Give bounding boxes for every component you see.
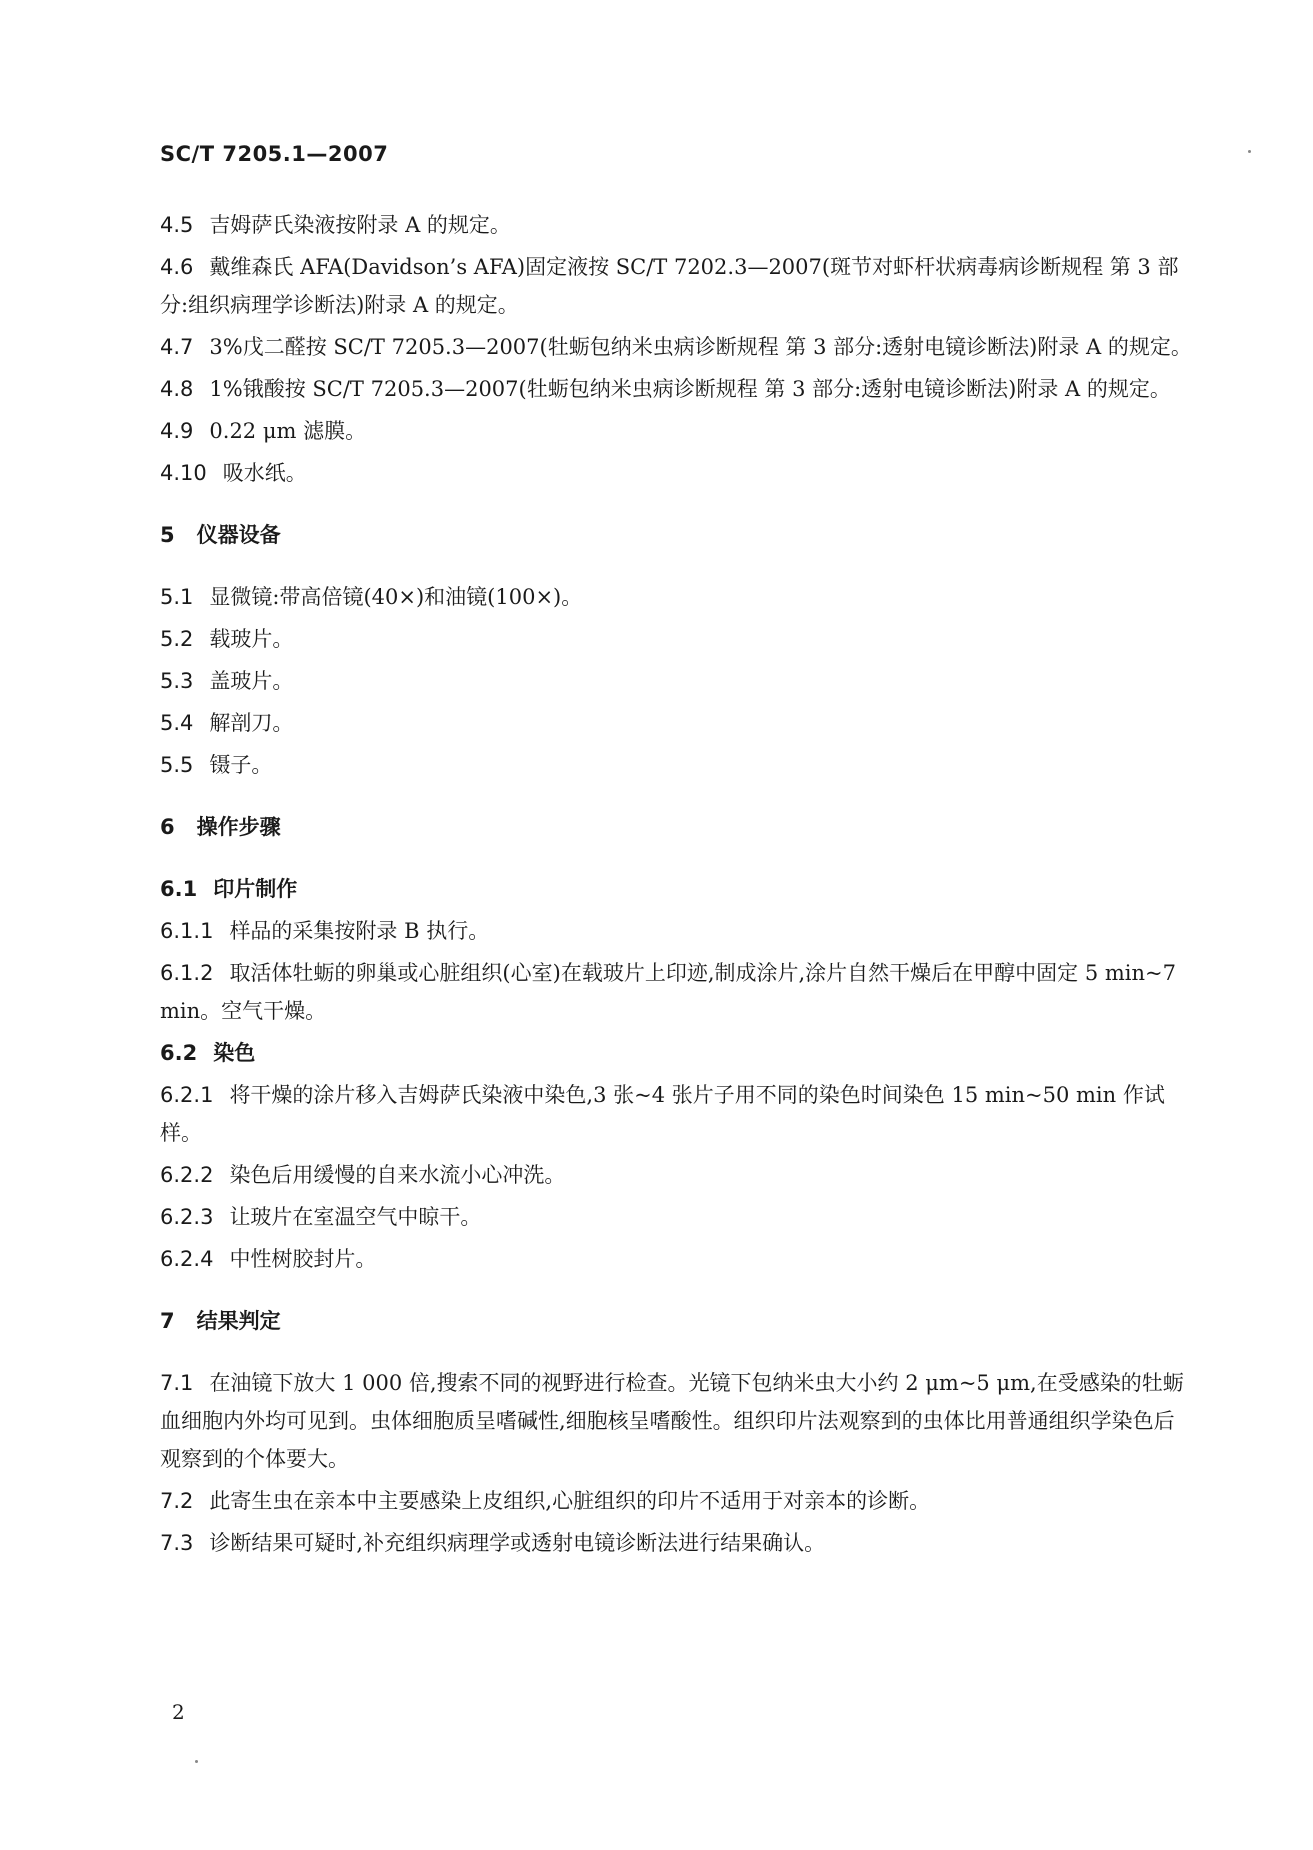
document-body: [160, 206, 1192, 1566]
clause-4-10: 4.10 吸水纸。: [160, 461, 307, 485]
clause-6-1-1: 6.1.1 样品的采集按附录 B 执行。: [160, 919, 490, 943]
section-6-title: 6 操作步骤: [160, 815, 281, 839]
clause-6-2-2: 6.2.2 染色后用缓慢的自来水流小心冲洗。: [160, 1163, 566, 1187]
subsection-6-2-title: 6.2 染色: [160, 1040, 256, 1065]
clause-5-1: 5.1 显微镜:带高倍镜(40×)和油镜(100×)。: [160, 585, 583, 609]
clause-5-5: 5.5 镊子。: [160, 753, 273, 777]
clause-6-2-3: 6.2.3 让玻片在室温空气中晾干。: [160, 1205, 482, 1229]
section-5-title: 5 仪器设备: [160, 523, 281, 547]
subsection-6-1-title: 6.1 印片制作: [160, 876, 298, 901]
section-7-title: 7 结果判定: [160, 1309, 281, 1333]
clause-6-2-4: 6.2.4 中性树胶封片。: [160, 1247, 377, 1271]
clause-4-6: 4.6 戴维森氏 AFA(Davidson’s AFA)固定液按 SC/T 7202.3—2007(斑节对虾杆状病毒病诊断规程 第 3 部分:组织病理学诊断法)附录 A 的规定。: [160, 255, 1179, 317]
clause-7-1: 7.1 在油镜下放大 1 000 倍,搜索不同的视野进行检查。光镜下包纳米虫大小约 2 μm~5 μm,在受感染的牡蛎血细胞内外均可见到。虫体细胞质呈嗜碱性,细胞核呈嗜酸性。组织印片法观察到的虫体比用普通组织学染色后观察到的个体要大。: [160, 1371, 1184, 1471]
standard-code-header: SC/T 7205.1—2007: [160, 142, 389, 166]
clause-4-5: 4.5 吉姆萨氏染液按附录 A 的规定。: [160, 213, 511, 237]
scan-speck: [195, 1760, 198, 1763]
clause-5-3: 5.3 盖玻片。: [160, 669, 294, 693]
clause-5-2: 5.2 载玻片。: [160, 627, 294, 651]
clause-6-1-2: 6.1.2 取活体牡蛎的卵巢或心脏组织(心室)在载玻片上印迹,制成涂片,涂片自然干燥后在甲醇中固定 5 min~7 min。空气干燥。: [160, 961, 1176, 1023]
clause-4-8: 4.8 1%锇酸按 SC/T 7205.3—2007(牡蛎包纳米虫病诊断规程 第 3 部分:透射电镜诊断法)附录 A 的规定。: [160, 377, 1171, 401]
clause-4-9: 4.9 0.22 μm 滤膜。: [160, 419, 367, 443]
clause-5-4: 5.4 解剖刀。: [160, 711, 294, 735]
clause-6-2-1: 6.2.1 将干燥的涂片移入吉姆萨氏染液中染色,3 张~4 张片子用不同的染色时间染色 15 min~50 min 作试样。: [160, 1083, 1165, 1145]
clause-7-2: 7.2 此寄生虫在亲本中主要感染上皮组织,心脏组织的印片不适用于对亲本的诊断。: [160, 1489, 931, 1513]
clause-7-3: 7.3 诊断结果可疑时,补充组织病理学或透射电镜诊断法进行结果确认。: [160, 1531, 826, 1555]
scan-speck: [1248, 150, 1251, 153]
clause-4-7: 4.7 3%戊二醛按 SC/T 7205.3—2007(牡蛎包纳米虫病诊断规程 第 3 部分:透射电镜诊断法)附录 A 的规定。: [160, 335, 1192, 359]
page-number: 2: [172, 1700, 185, 1724]
